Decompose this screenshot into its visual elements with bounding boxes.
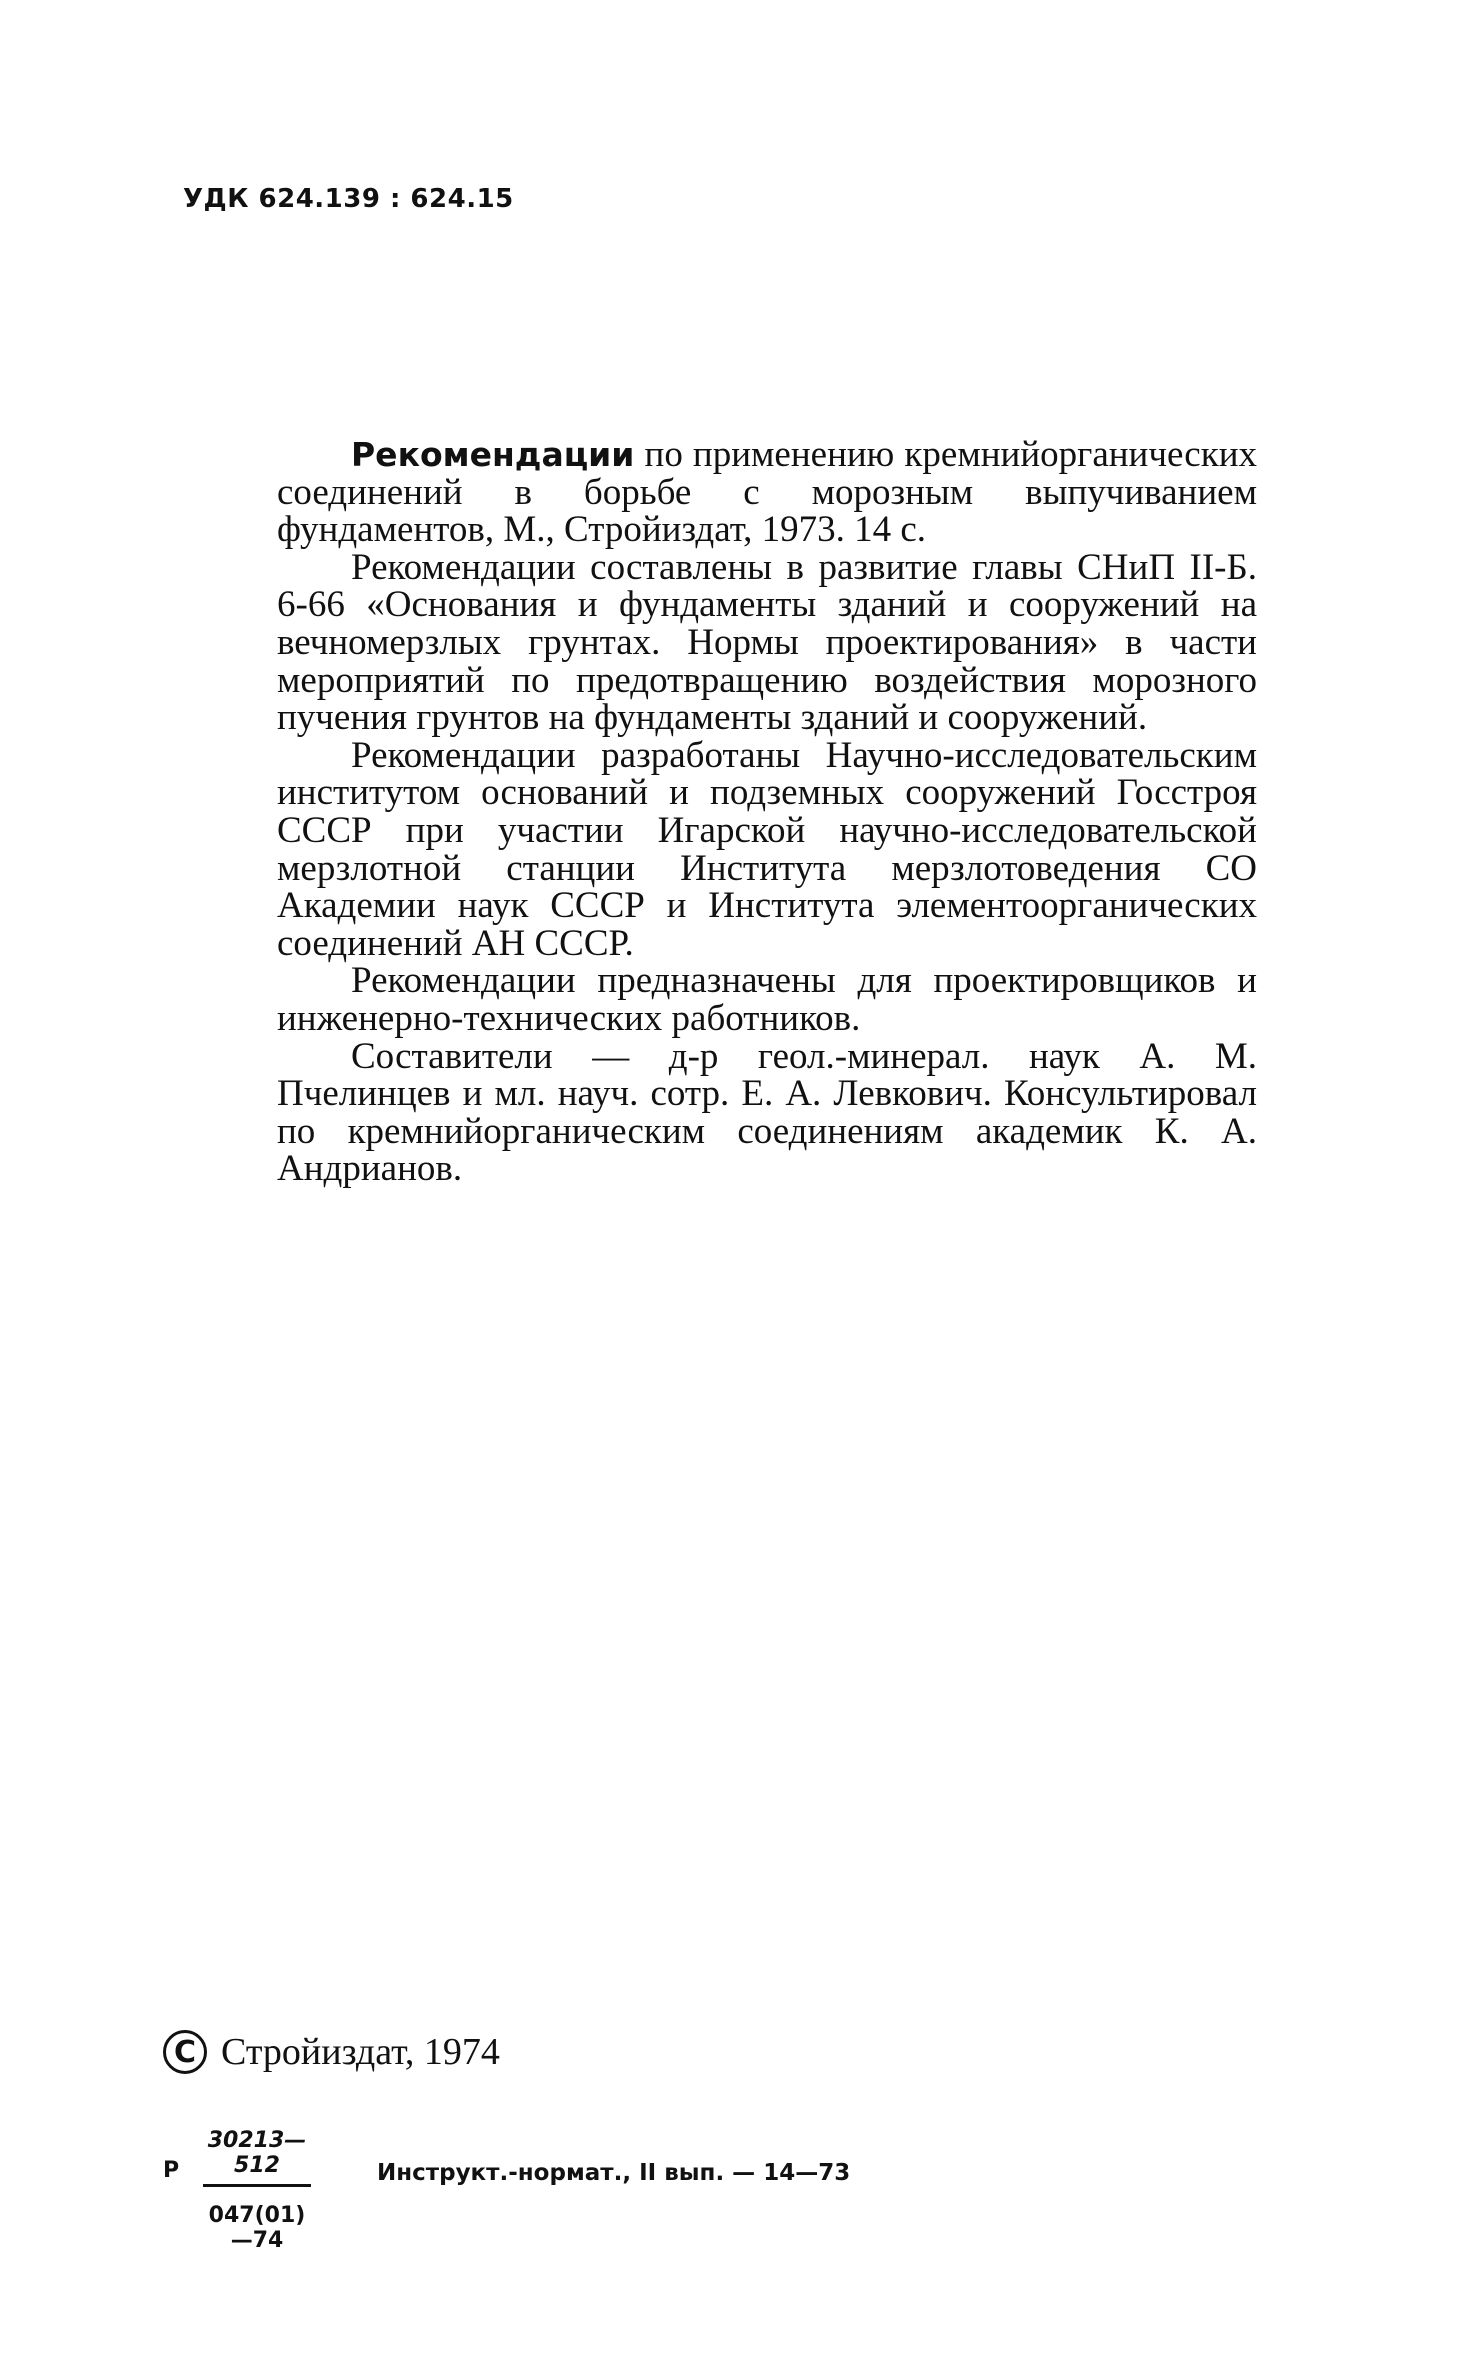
udk-code: УДК 624.139 : 624.15: [183, 184, 514, 214]
abstract-block: [277, 436, 1257, 1188]
abstract-paragraph-4: Рекомендации предназначены для проектировщиков и инженерно-технических работников.: [277, 960, 1257, 1039]
copyright-line: [163, 2030, 500, 2074]
copyright-icon: C: [163, 2030, 207, 2074]
index-denominator: 047(01)—74: [208, 2203, 306, 2253]
index-numerator: 30213—512: [207, 2128, 307, 2178]
abstract-paragraph-1-text: по применению кремнийорганических соединений в борьбе с морозным выпучиванием фундаментов, М., Стройиздат, 1973. 14 с.: [277, 434, 1257, 551]
index-series: Инструкт.-нормат., II вып. — 14—73: [377, 2160, 851, 2186]
abstract-paragraph-3: Рекомендации разработаны Научно-исследовательским институтом оснований и подземных сооружений Госстроя СССР при участии Игарской научно-исследовательской мерзлотной станции Института мерзлотоведения СО Академии наук СССР и Института элементоорганических соединений АН СССР.: [277, 734, 1257, 964]
copyright-text: Стройиздат, 1974: [221, 2031, 500, 2073]
abstract-paragraph-2: Рекомендации составлены в развитие главы СНиП II-Б. 6-66 «Основания и фундаменты зданий и сооружений на вечномерзлых грунтах. Нормы проектирования» в части мероприятий по предотвращению воздействия морозного пучения грунтов на фундаменты зданий и сооружений.: [277, 546, 1257, 739]
abstract-paragraph-1: [277, 436, 1257, 549]
index-fraction: [203, 2128, 311, 2253]
index-letter: Р: [163, 2158, 180, 2183]
lead-word: Рекомендации: [351, 435, 635, 474]
abstract-paragraph-5: Составители — д-р геол.-минерал. наук А. М. Пчелинцев и мл. науч. сотр. Е. А. Левкович. Консультировал по кремнийорганическим соединениям академик К. А. Андрианов.: [277, 1035, 1257, 1190]
